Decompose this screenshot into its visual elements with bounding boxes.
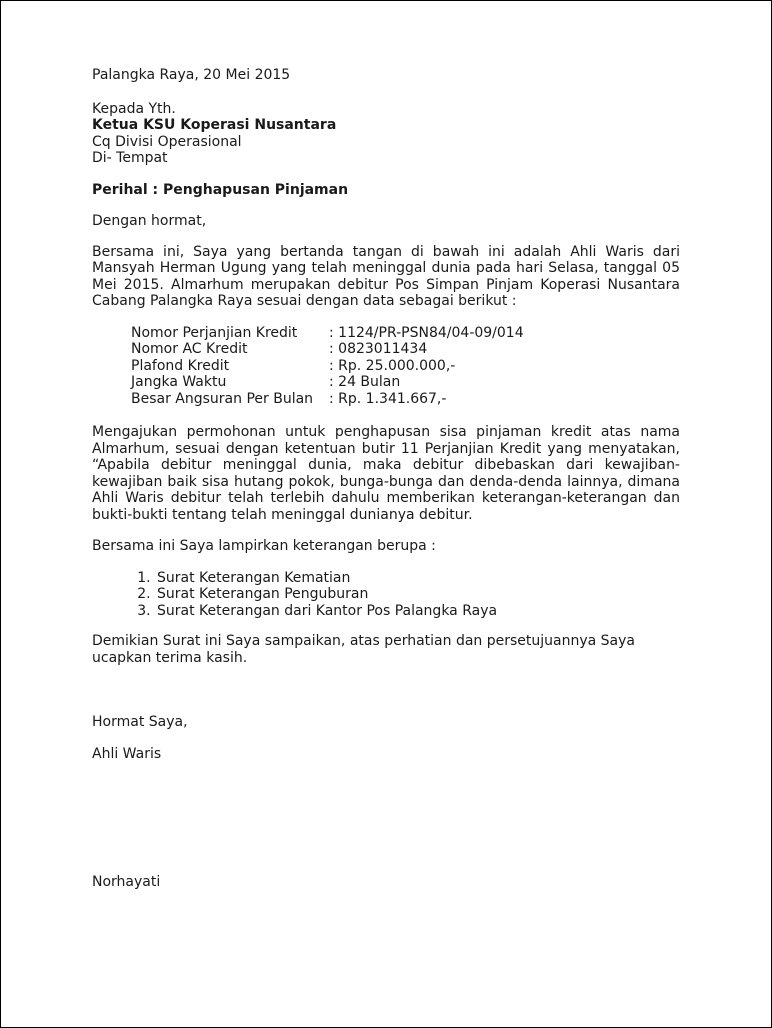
request-line: bukti-bukti tentang telah meninggal dunianya debitur. — [92, 506, 473, 523]
detail-label: Nomor Perjanjian Kredit — [131, 324, 298, 341]
recipient-division: Cq Divisi Operasional — [92, 133, 242, 150]
closing-line: ucapkan terima kasih. — [92, 649, 248, 666]
attachment-item: 3. Surat Keterangan dari Kantor Pos Palangka Raya — [155, 603, 680, 620]
intro-line: Mei 2015. Almarhum merupakan debitur Pos Simpan Pinjam Koperasi Nusantara — [92, 276, 680, 293]
attachments-list — [92, 570, 680, 620]
loan-details-table — [131, 325, 524, 408]
signer-role: Ahli Waris — [92, 745, 162, 762]
request-paragraph — [92, 424, 680, 523]
intro-line: Cabang Palangka Raya sesuai dengan data sebagai berikut : — [92, 293, 517, 309]
place-date: Palangka Raya, 20 Mei 2015 — [92, 67, 291, 83]
detail-label: Besar Angsuran Per Bulan — [131, 390, 314, 407]
request-line: kewajiban baik sisa hutang pokok, bunga-bunga dan denda-denda lainnya, dimana — [92, 473, 680, 490]
request-line: Almarhum, sesuai dengan ketentuan butir 11 Perjanjian Kredit yang menyatakan, — [92, 440, 680, 457]
request-line: Mengajukan permohonan untuk penghapusan sisa pinjaman kredit atas nama — [92, 424, 680, 440]
recipient-salutation: Kepada Yth. — [92, 100, 176, 117]
closing-paragraph — [92, 633, 680, 666]
attachments-intro: Bersama ini Saya lampirkan keterangan berupa : — [92, 538, 436, 554]
detail-row — [131, 374, 524, 391]
detail-value: : 0823011434 — [329, 341, 428, 357]
greeting: Dengan hormat, — [92, 213, 207, 229]
signer-name: Norhayati — [92, 874, 161, 890]
letter-subject: Perihal : Penghapusan Pinjaman — [92, 181, 349, 198]
regards: Hormat Saya, — [92, 714, 188, 730]
letter-body — [92, 67, 680, 891]
detail-row — [131, 325, 524, 342]
recipient-name: Ketua KSU Koperasi Nusantara — [92, 117, 337, 133]
intro-line: Mansyah Herman Ugung yang telah meninggal dunia pada hari Selasa, tanggal 05 — [92, 260, 680, 276]
detail-row — [131, 391, 524, 408]
detail-label: Jangka Waktu — [131, 374, 227, 390]
recipient-block — [92, 101, 680, 167]
detail-value: : Rp. 25.000.000,- — [329, 357, 456, 374]
attachment-item: 2. Surat Keterangan Penguburan — [155, 586, 680, 603]
attachment-item: 1. Surat Keterangan Kematian — [155, 570, 680, 587]
detail-value: : 1124/PR-PSN84/04-09/014 — [329, 324, 524, 341]
detail-label: Plafond Kredit — [131, 357, 230, 374]
request-line: Ahli Waris debitur telah terlebih dahulu memberikan keterangan-keterangan dan — [92, 490, 680, 506]
detail-label: Nomor AC Kredit — [131, 341, 248, 357]
intro-paragraph — [92, 244, 680, 310]
recipient-location: Di- Tempat — [92, 150, 168, 166]
detail-value: : 24 Bulan — [329, 374, 401, 390]
detail-value: : Rp. 1.341.667,- — [329, 390, 447, 407]
closing-line: Demikian Surat ini Saya sampaikan, atas perhatian dan persetujuannya Saya — [92, 633, 635, 649]
detail-row — [131, 358, 524, 375]
detail-row — [131, 341, 524, 358]
intro-line: Bersama ini, Saya yang bertanda tangan di bawah ini adalah Ahli Waris dari — [92, 243, 680, 260]
request-line: “Apabila debitur meninggal dunia, maka debitur dibebaskan dari kewajiban- — [92, 457, 680, 473]
